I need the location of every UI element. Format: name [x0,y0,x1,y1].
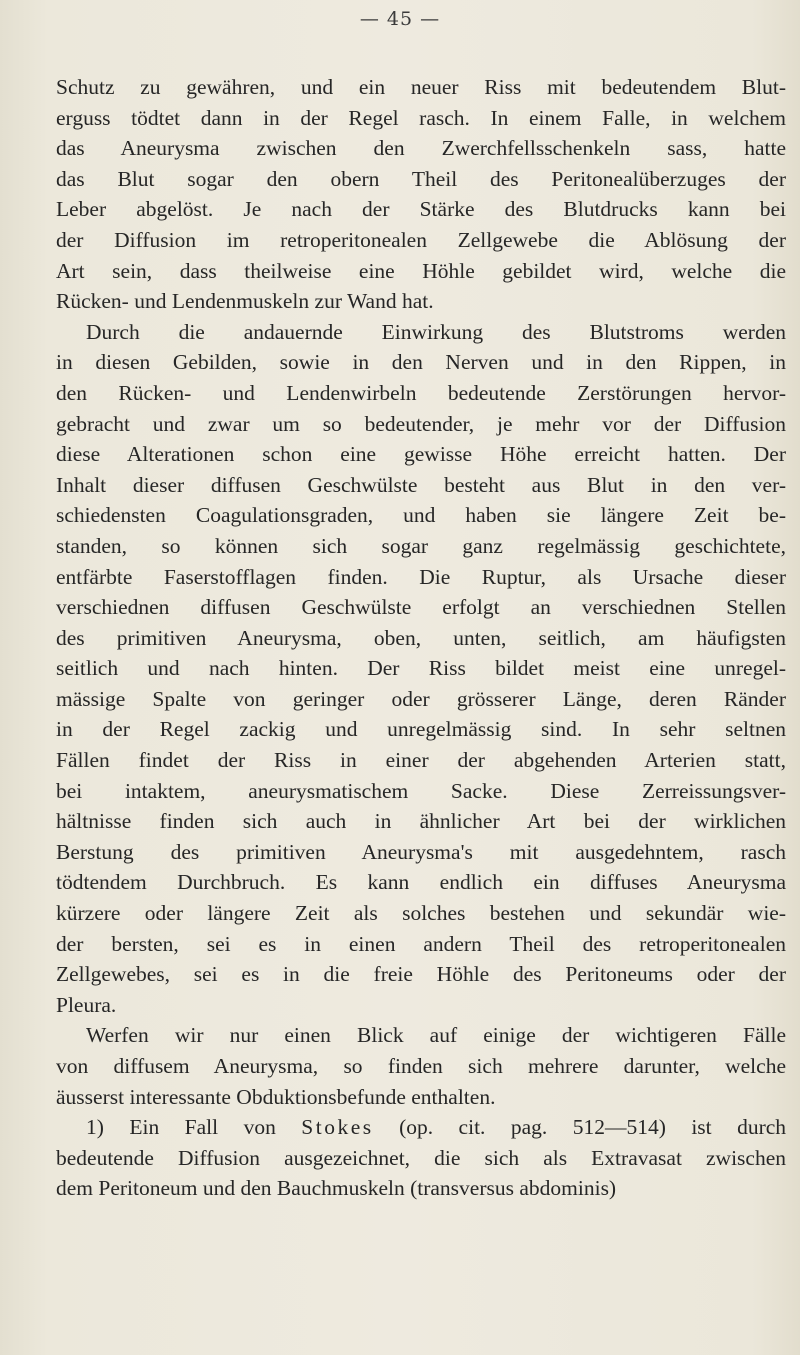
text-line: äusserst interessante Obduktionsbefunde enthalten. [56,1084,496,1109]
text-line: das Aneurysma zwischen den Zwerchfellsschenkeln sass, hatte [56,136,786,161]
paragraph-1 [56,72,786,317]
text-line: Berstung des primitiven Aneurysma's mit ausgedehntem, rasch [56,839,786,864]
text-line: Leber abgelöst. Je nach der Stärke des Blutdrucks kann bei [56,197,786,222]
text-line: hältnisse finden sich auch in ähnlicher Art bei der wirklichen [56,809,786,834]
case-entry [56,1112,786,1204]
text-line: in der Regel zackig und unregelmässig sind. In sehr seltnen [56,717,786,742]
text-line: in diesen Gebilden, sowie in den Nerven und in den Rippen, in [56,350,786,375]
text-line: dem Peritoneum und den Bauchmuskeln (transversus abdominis) [56,1176,617,1201]
text-line: Schutz zu gewähren, und ein neuer Riss mit bedeutendem Blut- [56,75,786,99]
case-prefix: Ein Fall von [129,1115,276,1140]
author-name: Stokes [301,1115,374,1140]
text-line: bedeutende Diffusion ausgezeichnet, die sich als Extravasat zwischen [56,1145,786,1170]
text-line: tödtendem Durchbruch. Es kann endlich ein diffuses Aneurysma [56,870,786,895]
case-reference: (op. cit. pag. 512—514) ist durch [399,1115,787,1140]
text-line: Zellgewebes, sei es in die freie Höhle des Peritoneums oder der [56,962,786,987]
text-line: von diffusem Aneurysma, so finden sich mehrere darunter, welche [56,1054,786,1078]
text-line: standen, so können sich sogar ganz regelmässig geschichtete, [56,533,786,558]
text-line: der bersten, sei es in einen andern Theil des retroperitonealen [56,931,786,956]
case-first-line [56,1112,786,1143]
text-line: diese Alterationen schon eine gewisse Höhe erreicht hatten. Der [56,442,786,467]
text-line: des primitiven Aneurysma, oben, unten, seitlich, am häufigsten [56,625,786,650]
text-line: Art sein, dass theilweise eine Höhle gebildet wird, welche die [56,258,786,283]
page-number: — 45 — [359,8,441,30]
text-line: Inhalt dieser diffusen Geschwülste besteht aus Blut in den ver- [56,472,786,497]
text-line: das Blut sogar den obern Theil des Peritonealüberzuges der [56,166,786,191]
body-text [56,72,786,1204]
text-line: Pleura. [56,992,117,1017]
text-line: Durch die andauernde Einwirkung des Blutstroms werden [86,319,786,344]
text-line: verschiednen diffusen Geschwülste erfolgt an verschiednen Stellen [56,595,786,620]
text-line: Rücken- und Lendenmuskeln zur Wand hat. [56,289,434,314]
text-line: entfärbte Faserstofflagen finden. Die Ruptur, als Ursache dieser [56,564,786,589]
text-line: Fällen findet der Riss in einer der abgehenden Arterien statt, [56,748,786,773]
text-line: schiedensten Coagulationsgraden, und haben sie längere Zeit be- [56,503,786,528]
paragraph-3 [56,1020,786,1112]
text-line: gebracht und zwar um so bedeutender, je mehr vor der Diffusion [56,411,786,436]
case-number: 1) [86,1115,104,1140]
text-line: den Rücken- und Lendenwirbeln bedeutende Zerstörungen hervor- [56,380,786,405]
text-line: kürzere oder längere Zeit als solches bestehen und sekundär wie- [56,901,786,926]
text-line: bei intaktem, aneurysmatischem Sacke. Diese Zerreissungsver- [56,778,786,803]
text-line: seitlich und nach hinten. Der Riss bildet meist eine unregel- [56,656,786,681]
text-line: der Diffusion im retroperitonealen Zellgewebe die Ablösung der [56,227,786,252]
text-line: mässige Spalte von geringer oder grösserer Länge, deren Ränder [56,686,786,711]
text-line: Werfen wir nur einen Blick auf einige der wichtigeren Fälle [86,1023,786,1048]
text-line: erguss tödtet dann in der Regel rasch. In einem Falle, in welchem [56,105,786,130]
paragraph-2 [56,317,786,1021]
